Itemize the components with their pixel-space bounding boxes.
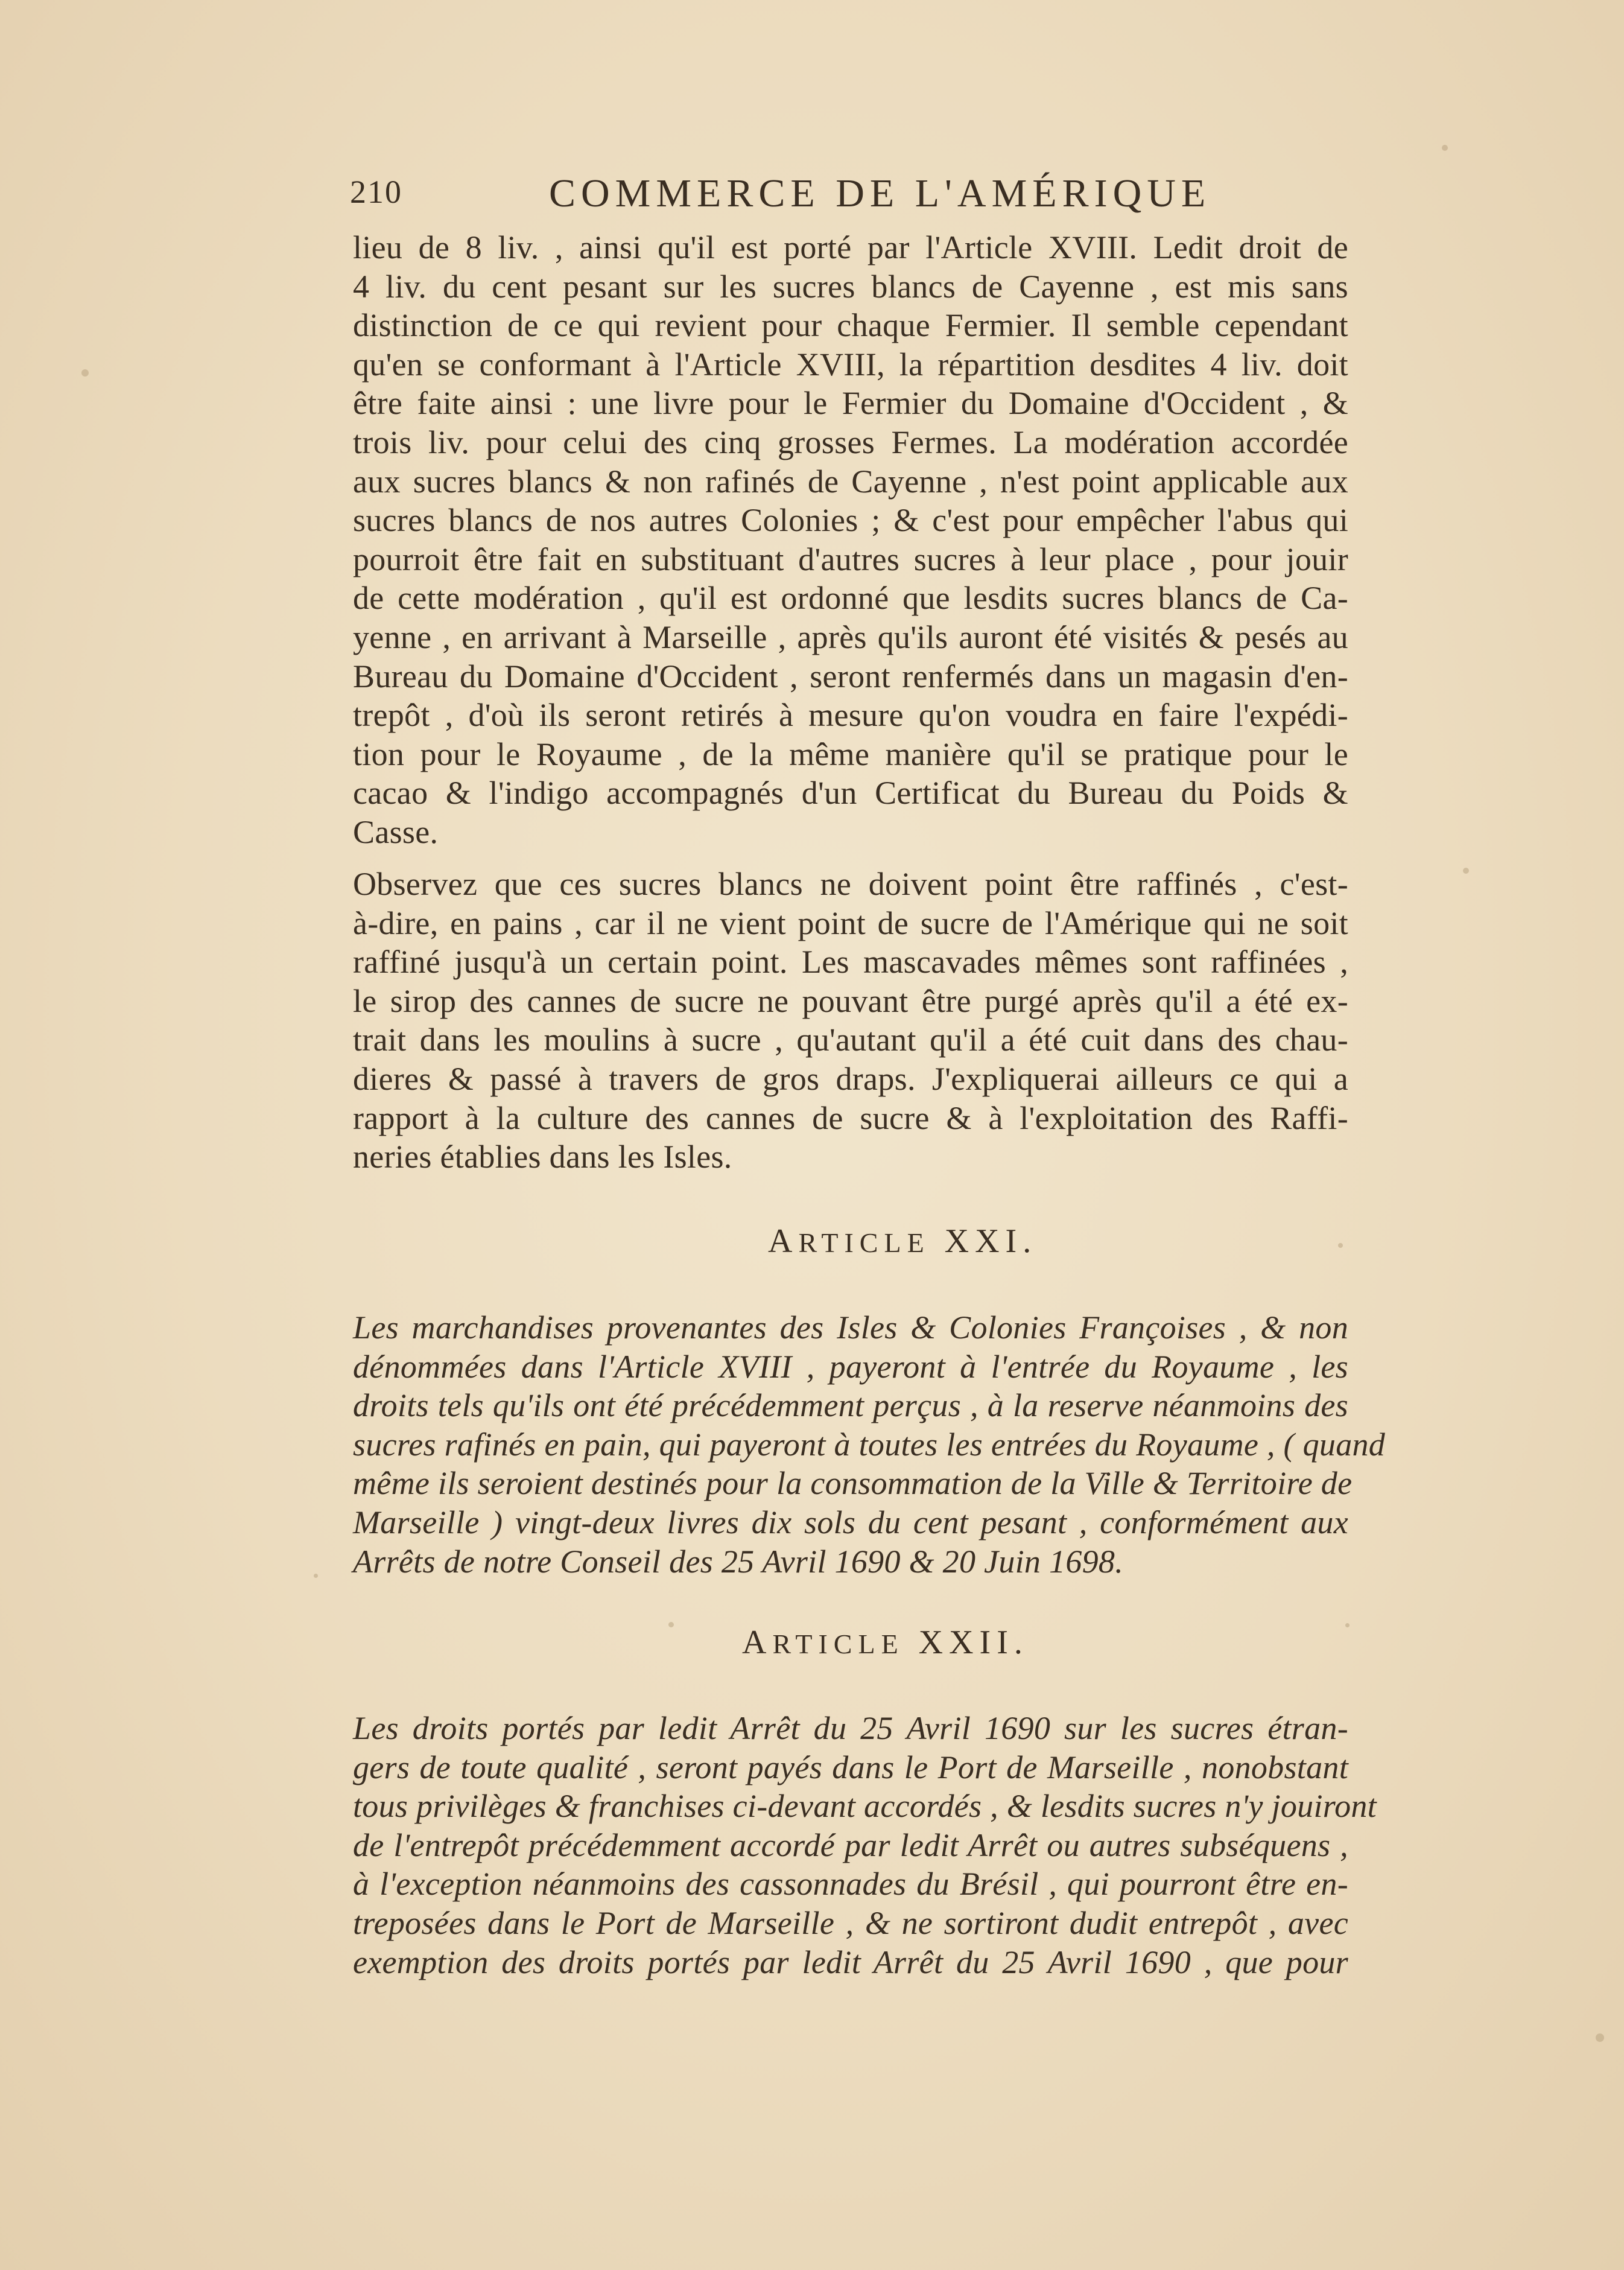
foxing-spot <box>314 1574 318 1578</box>
text-line: Les marchandises provenantes des Isles & Colonies Françoises , & non <box>353 1309 1348 1346</box>
heading-small-caps: RTICLE <box>798 1227 930 1258</box>
text-line: Arrêts de notre Conseil des 25 Avril 1690 & 20 Juin 1698. <box>353 1543 1124 1580</box>
text-line: rapport à la culture des cannes de sucre & à l'exploitation des Raffi- <box>353 1099 1348 1136</box>
heading-number: XXII. <box>918 1624 1029 1661</box>
text-line: Marseille ) vingt-deux livres dix sols du cent pesant , conformément aux <box>353 1504 1348 1540</box>
foxing-spot <box>668 1622 674 1627</box>
text-line: Casse. <box>353 813 439 850</box>
foxing-spot <box>81 369 89 377</box>
text-line: sucres rafinés en pain, qui payeront à toutes les entrées du Royaume , ( quand <box>353 1426 1386 1463</box>
text-line: à l'exception néanmoins des cassonnades du Brésil , qui pourront être en- <box>353 1866 1348 1903</box>
text-line: trepôt , d'où ils seront retirés à mesure qu'on voudra en faire l'expédi- <box>353 697 1348 734</box>
text-line: le sirop des cannes de sucre ne pouvant être purgé après qu'il a été ex- <box>353 982 1348 1019</box>
text-line: dieres & passé à travers de gros draps. J'expliquerai ailleurs ce qui a <box>353 1060 1348 1097</box>
foxing-spot <box>1345 1623 1350 1627</box>
text-line: de l'entrepôt précédemment accordé par ledit Arrêt ou autres subséquens , <box>353 1826 1348 1863</box>
text-line: même ils seroient destinés pour la consommation de la Ville & Territoire de <box>353 1465 1353 1502</box>
text-line: raffiné jusqu'à un certain point. Les mascavades mêmes sont raffinées , <box>353 944 1348 981</box>
text-line: tous privilèges & franchises ci-devant accordés , & lesdits sucres n'y jouiront <box>353 1788 1377 1825</box>
text-line: dénommées dans l'Article XVIII , payeront à l'entrée du Royaume , les <box>353 1348 1348 1385</box>
article-22-text <box>353 1709 1377 1982</box>
page-number: 210 <box>350 174 402 210</box>
text-line: être faite ainsi : une livre pour le Fermier du Domaine d'Occident , & <box>353 385 1348 422</box>
text-line: tion pour le Royaume , de la même manière qu'il se pratique pour le <box>353 736 1348 772</box>
foxing-spot <box>1596 2033 1604 2042</box>
paragraph-1 <box>353 228 1348 852</box>
text-line: 4 liv. du cent pesant sur les sucres blancs de Cayenne , est mis sans <box>353 268 1348 305</box>
text-line: Les droits portés par ledit Arrêt du 25 Avril 1690 sur les sucres étran- <box>353 1710 1348 1746</box>
text-line: cacao & l'indigo accompagnés d'un Certificat du Bureau du Poids & <box>353 775 1348 812</box>
heading-small-caps: RTICLE <box>772 1629 904 1659</box>
text-line: pourroit être fait en substituant d'autres sucres à leur place , pour jouir <box>353 541 1348 577</box>
page-header <box>350 171 1357 219</box>
text-line: sucres blancs de nos autres Colonies ; & c'est pour empêcher l'abus qui <box>353 502 1348 539</box>
heading-initial: A <box>742 1624 773 1661</box>
text-line: à-dire, en pains , car il ne vient point de sucre de l'Amérique qui ne soit <box>353 905 1348 941</box>
text-line: Observez que ces sucres blancs ne doivent point être raffinés , c'est- <box>353 866 1348 902</box>
text-line: gers de toute qualité , seront payés dans le Port de Marseille , nonobstant <box>353 1749 1348 1785</box>
text-line: neries établies dans les Isles. <box>353 1139 732 1175</box>
text-line: trois liv. pour celui des cinq grosses Fermes. La modération accordée <box>353 424 1348 460</box>
text-line: Bureau du Domaine d'Occident , seront renfermés dans un magasin d'en- <box>353 658 1348 695</box>
paragraph-2 <box>353 865 1348 1177</box>
text-line: aux sucres blancs & non rafinés de Cayenne , n'est point applicable aux <box>353 463 1348 500</box>
article-21-heading <box>768 1222 1037 1261</box>
heading-number: XXI. <box>944 1222 1038 1260</box>
text-line: lieu de 8 liv. , ainsi qu'il est porté par l'Article XVIII. Ledit droit de <box>353 229 1348 265</box>
running-title: COMMERCE DE L'AMÉRIQUE <box>549 171 1211 215</box>
foxing-spot <box>1338 1243 1343 1248</box>
article-22-heading <box>742 1623 1029 1662</box>
text-line: droits tels qu'ils ont été précédemment perçus , à la reserve néanmoins des <box>353 1387 1348 1424</box>
foxing-spot <box>1463 868 1469 874</box>
text-line: yenne , en arrivant à Marseille , après qu'ils auront été visités & pesés au <box>353 618 1348 655</box>
text-line: qu'en se conformant à l'Article XVIII, la répartition desdites 4 liv. doit <box>353 346 1348 383</box>
heading-initial: A <box>768 1222 799 1260</box>
foxing-spot <box>1442 145 1448 151</box>
text-line: treposées dans le Port de Marseille , & ne sortiront dudit entrepôt , avec <box>353 1904 1348 1941</box>
text-line: distinction de ce qui revient pour chaque Fermier. Il semble cependant <box>353 307 1348 344</box>
text-line: trait dans les moulins à sucre , qu'autant qu'il a été cuit dans des chau- <box>353 1022 1348 1058</box>
article-21-text <box>353 1308 1386 1581</box>
text-line: exemption des droits portés par ledit Arrêt du 25 Avril 1690 , que pour <box>353 1944 1348 1980</box>
text-line: de cette modération , qu'il est ordonné que lesdits sucres blancs de Ca- <box>353 580 1348 617</box>
